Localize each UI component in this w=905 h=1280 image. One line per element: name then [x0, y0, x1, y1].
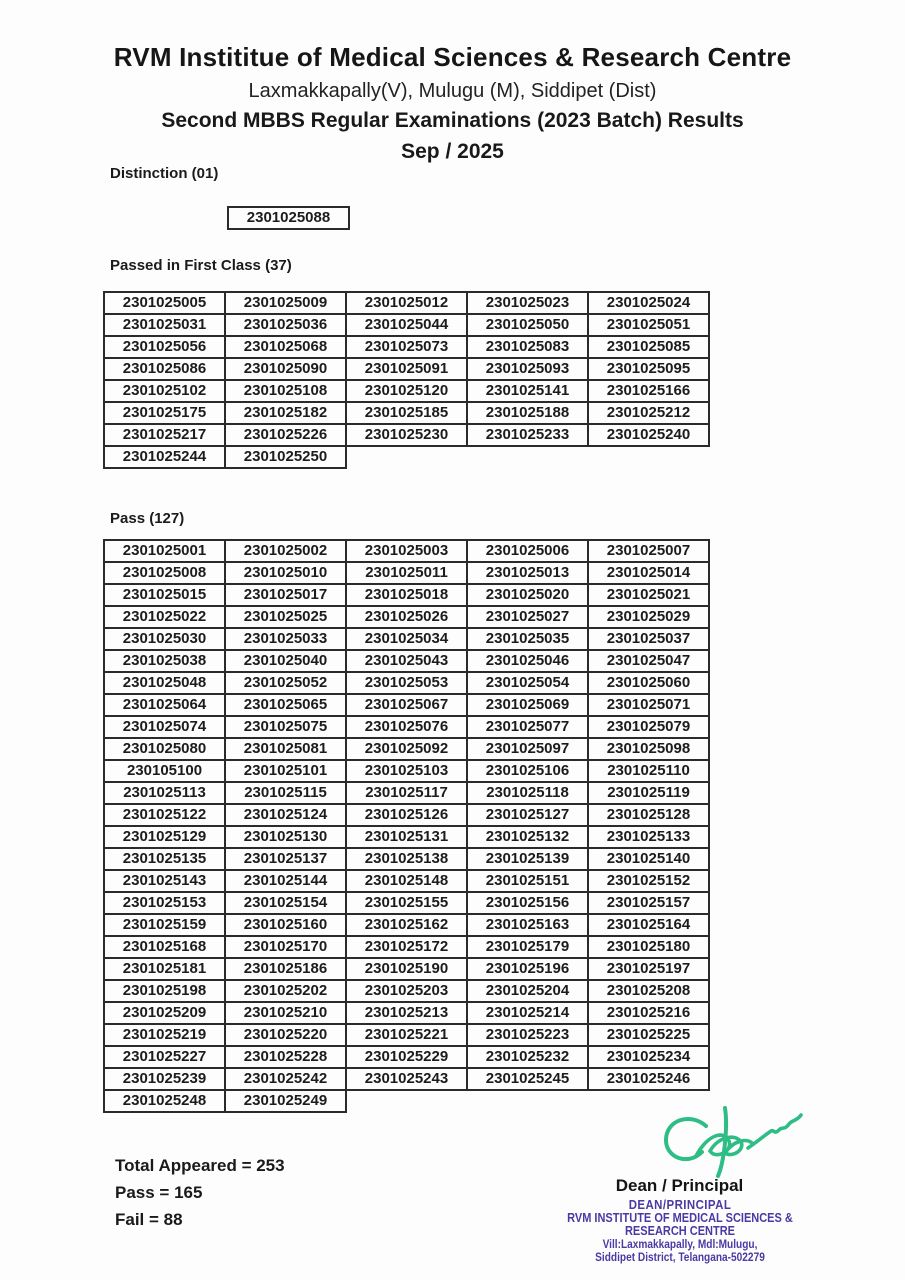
table-row [104, 446, 709, 468]
roll-number-cell: 2301025067 [346, 694, 467, 716]
roll-number-cell: 2301025083 [467, 336, 588, 358]
roll-number-cell: 2301025232 [467, 1046, 588, 1068]
roll-number-cell: 2301025077 [467, 716, 588, 738]
roll-number-cell: 2301025217 [104, 424, 225, 446]
roll-number-cell: 2301025011 [346, 562, 467, 584]
roll-number-cell: 2301025075 [225, 716, 346, 738]
roll-number-cell: 2301025065 [225, 694, 346, 716]
roll-number-cell: 2301025033 [225, 628, 346, 650]
roll-number-cell: 2301025185 [346, 402, 467, 424]
first-class-table [103, 291, 710, 469]
roll-number-cell: 2301025052 [225, 672, 346, 694]
roll-number-cell: 2301025219 [104, 1024, 225, 1046]
roll-number-cell: 2301025162 [346, 914, 467, 936]
roll-number-cell: 2301025095 [588, 358, 709, 380]
table-row [104, 336, 709, 358]
roll-number-cell: 2301025037 [588, 628, 709, 650]
table-row [104, 716, 709, 738]
roll-number-cell: 2301025228 [225, 1046, 346, 1068]
roll-number-cell: 2301025216 [588, 1002, 709, 1024]
roll-number-cell: 2301025182 [225, 402, 346, 424]
exam-title: Second MBBS Regular Examinations (2023 Batch) Results [161, 109, 744, 132]
roll-number-cell: 2301025002 [225, 540, 346, 562]
roll-number-cell: 2301025025 [225, 606, 346, 628]
roll-number-cell: 2301025141 [467, 380, 588, 402]
roll-number-cell: 2301025118 [467, 782, 588, 804]
roll-number-cell: 2301025005 [104, 292, 225, 314]
table-row [104, 694, 709, 716]
roll-number-cell: 2301025203 [346, 980, 467, 1002]
table-row [104, 358, 709, 380]
table-row [104, 292, 709, 314]
roll-number-cell: 2301025163 [467, 914, 588, 936]
roll-number-cell: 2301025038 [104, 650, 225, 672]
total-appeared-line: Total Appeared = 253 [115, 1156, 285, 1175]
roll-number-cell: 2301025091 [346, 358, 467, 380]
roll-number-cell: 2301025023 [467, 292, 588, 314]
roll-number-cell: 2301025233 [467, 424, 588, 446]
roll-number-cell: 2301025140 [588, 848, 709, 870]
roll-number-cell: 2301025197 [588, 958, 709, 980]
roll-number-cell: 2301025124 [225, 804, 346, 826]
roll-number-cell: 2301025060 [588, 672, 709, 694]
roll-number-cell: 2301025214 [467, 1002, 588, 1024]
roll-number-cell: 2301025003 [346, 540, 467, 562]
document-header [0, 42, 905, 164]
roll-number-cell: 2301025157 [588, 892, 709, 914]
dean-principal-label: Dean / Principal [615, 1176, 744, 1195]
roll-number-cell: 2301025090 [225, 358, 346, 380]
table-row [104, 738, 709, 760]
roll-number-cell: 2301025010 [225, 562, 346, 584]
roll-number-cell: 2301025092 [346, 738, 467, 760]
roll-number-cell: 2301025180 [588, 936, 709, 958]
roll-number-cell: 2301025172 [346, 936, 467, 958]
roll-number-cell: 2301025048 [104, 672, 225, 694]
table-row [104, 650, 709, 672]
table-row [228, 207, 349, 229]
roll-number-cell: 2301025249 [225, 1090, 346, 1112]
roll-number-cell: 2301025079 [588, 716, 709, 738]
roll-number-cell: 2301025117 [346, 782, 467, 804]
roll-number-cell: 2301025013 [467, 562, 588, 584]
table-row [104, 760, 709, 782]
roll-number-cell: 2301025198 [104, 980, 225, 1002]
roll-number-cell: 2301025069 [467, 694, 588, 716]
table-row [104, 380, 709, 402]
roll-number-cell: 2301025159 [104, 914, 225, 936]
roll-number-cell: 2301025245 [467, 1068, 588, 1090]
roll-number-cell: 2301025119 [588, 782, 709, 804]
institute-title: RVM Instititue of Medical Sciences & Research Centre [113, 42, 792, 72]
table-row [104, 1090, 709, 1112]
roll-number-cell: 2301025068 [225, 336, 346, 358]
table-row [104, 892, 709, 914]
roll-number-cell: 2301025156 [467, 892, 588, 914]
roll-number-cell: 2301025085 [588, 336, 709, 358]
roll-number-cell: 2301025020 [467, 584, 588, 606]
roll-number-cell: 2301025122 [104, 804, 225, 826]
roll-number-cell: 2301025175 [104, 402, 225, 424]
roll-number-cell: 2301025166 [588, 380, 709, 402]
roll-number-cell: 2301025012 [346, 292, 467, 314]
roll-number-cell: 2301025204 [467, 980, 588, 1002]
roll-number-cell: 2301025024 [588, 292, 709, 314]
first-class-section-label: Passed in First Class (37) [110, 257, 292, 274]
roll-number-cell: 2301025044 [346, 314, 467, 336]
roll-number-cell: 2301025213 [346, 1002, 467, 1024]
roll-number-cell: 2301025064 [104, 694, 225, 716]
roll-number-cell: 2301025139 [467, 848, 588, 870]
roll-number-cell: 2301025137 [225, 848, 346, 870]
roll-number-cell: 2301025015 [104, 584, 225, 606]
roll-number-cell: 2301025030 [104, 628, 225, 650]
roll-number-cell: 2301025009 [225, 292, 346, 314]
table-row [104, 958, 709, 980]
roll-number-cell: 2301025164 [588, 914, 709, 936]
roll-number-cell: 2301025225 [588, 1024, 709, 1046]
roll-number-cell: 2301025170 [225, 936, 346, 958]
roll-number-cell: 2301025230 [346, 424, 467, 446]
roll-number-cell: 2301025006 [467, 540, 588, 562]
distinction-section-label: Distinction (01) [110, 165, 219, 182]
roll-number-cell: 2301025229 [346, 1046, 467, 1068]
roll-number-cell: 2301025246 [588, 1068, 709, 1090]
roll-number-cell: 2301025021 [588, 584, 709, 606]
roll-number-cell: 2301025034 [346, 628, 467, 650]
roll-number-cell: 2301025244 [104, 446, 225, 468]
roll-number-cell: 2301025097 [467, 738, 588, 760]
stamp-line: Siddipet District, Telangana-502279 [595, 1252, 765, 1265]
roll-number-cell: 2301025148 [346, 870, 467, 892]
roll-number-cell: 2301025127 [467, 804, 588, 826]
roll-number-cell: 2301025130 [225, 826, 346, 848]
roll-number-cell: 2301025074 [104, 716, 225, 738]
roll-number-cell: 2301025093 [467, 358, 588, 380]
roll-number-cell: 2301025073 [346, 336, 467, 358]
roll-number-cell: 2301025081 [225, 738, 346, 760]
roll-number-cell: 2301025186 [225, 958, 346, 980]
roll-number-cell: 2301025098 [588, 738, 709, 760]
pass-table [103, 539, 710, 1113]
roll-number-cell: 2301025153 [104, 892, 225, 914]
roll-number-cell: 2301025227 [104, 1046, 225, 1068]
roll-number-cell: 2301025103 [346, 760, 467, 782]
roll-number-cell: 2301025101 [225, 760, 346, 782]
roll-number-cell: 2301025151 [467, 870, 588, 892]
roll-number-cell: 2301025144 [225, 870, 346, 892]
table-row [104, 1046, 709, 1068]
table-row [104, 584, 709, 606]
roll-number-cell: 2301025131 [346, 826, 467, 848]
table-row [104, 672, 709, 694]
roll-number-cell: 230105100 [104, 760, 225, 782]
roll-number-cell: 2301025239 [104, 1068, 225, 1090]
roll-number-cell: 2301025248 [104, 1090, 225, 1112]
roll-number-cell: 2301025250 [225, 446, 346, 468]
roll-number-cell: 2301025126 [346, 804, 467, 826]
table-row [104, 562, 709, 584]
roll-number-cell: 2301025242 [225, 1068, 346, 1090]
roll-number-cell: 2301025076 [346, 716, 467, 738]
table-row [104, 1068, 709, 1090]
roll-number-cell: 2301025212 [588, 402, 709, 424]
exam-session: Sep / 2025 [401, 140, 504, 163]
roll-number-cell: 2301025056 [104, 336, 225, 358]
roll-number-cell: 2301025202 [225, 980, 346, 1002]
table-row [104, 980, 709, 1002]
roll-number-cell: 2301025054 [467, 672, 588, 694]
roll-number-cell: 2301025188 [467, 402, 588, 424]
roll-number-cell: 2301025243 [346, 1068, 467, 1090]
roll-number-cell: 2301025040 [225, 650, 346, 672]
roll-number-cell: 2301025209 [104, 1002, 225, 1024]
stamp-line: Vill:Laxmakkapally, Mdl:Mulugu, [602, 1238, 758, 1251]
roll-number-cell: 2301025088 [228, 207, 349, 229]
roll-number-cell: 2301025029 [588, 606, 709, 628]
roll-number-cell: 2301025018 [346, 584, 467, 606]
roll-number-cell: 2301025014 [588, 562, 709, 584]
signature [628, 1090, 808, 1190]
summary-block [115, 1152, 285, 1233]
roll-number-cell: 2301025120 [346, 380, 467, 402]
roll-number-cell: 2301025240 [588, 424, 709, 446]
roll-number-cell: 2301025196 [467, 958, 588, 980]
institute-address: Laxmakkapally(V), Mulugu (M), Siddipet (Dist) [248, 80, 657, 102]
roll-number-cell: 2301025110 [588, 760, 709, 782]
roll-number-cell: 2301025208 [588, 980, 709, 1002]
roll-number-cell: 2301025046 [467, 650, 588, 672]
roll-number-cell: 2301025053 [346, 672, 467, 694]
table-row [104, 314, 709, 336]
roll-number-cell: 2301025036 [225, 314, 346, 336]
stamp-line: DEAN/PRINCIPAL [628, 1197, 732, 1212]
roll-number-cell: 2301025051 [588, 314, 709, 336]
roll-number-cell: 2301025143 [104, 870, 225, 892]
roll-number-cell: 2301025155 [346, 892, 467, 914]
table-row [104, 402, 709, 424]
roll-number-cell: 2301025154 [225, 892, 346, 914]
roll-number-cell: 2301025102 [104, 380, 225, 402]
roll-number-cell: 2301025226 [225, 424, 346, 446]
fail-count-line: Fail = 88 [115, 1210, 183, 1229]
table-row [104, 1024, 709, 1046]
roll-number-cell: 2301025113 [104, 782, 225, 804]
roll-number-cell: 2301025086 [104, 358, 225, 380]
roll-number-cell: 2301025108 [225, 380, 346, 402]
roll-number-cell: 2301025132 [467, 826, 588, 848]
roll-number-cell: 2301025138 [346, 848, 467, 870]
roll-number-cell: 2301025168 [104, 936, 225, 958]
table-row [104, 628, 709, 650]
table-row [104, 1002, 709, 1024]
pass-count-line: Pass = 165 [115, 1183, 203, 1202]
roll-number-cell: 2301025181 [104, 958, 225, 980]
roll-number-cell: 2301025221 [346, 1024, 467, 1046]
table-row [104, 848, 709, 870]
roll-number-cell: 2301025223 [467, 1024, 588, 1046]
roll-number-cell: 2301025152 [588, 870, 709, 892]
distinction-table [227, 206, 350, 230]
roll-number-cell: 2301025106 [467, 760, 588, 782]
roll-number-cell: 2301025179 [467, 936, 588, 958]
roll-number-cell: 2301025007 [588, 540, 709, 562]
table-row [104, 606, 709, 628]
roll-number-cell: 2301025027 [467, 606, 588, 628]
table-row [104, 936, 709, 958]
roll-number-cell: 2301025050 [467, 314, 588, 336]
roll-number-cell: 2301025234 [588, 1046, 709, 1068]
table-row [104, 870, 709, 892]
table-row [104, 914, 709, 936]
table-row [104, 804, 709, 826]
roll-number-cell: 2301025128 [588, 804, 709, 826]
roll-number-cell: 2301025031 [104, 314, 225, 336]
table-row [104, 424, 709, 446]
roll-number-cell: 2301025129 [104, 826, 225, 848]
roll-number-cell: 2301025115 [225, 782, 346, 804]
roll-number-cell: 2301025008 [104, 562, 225, 584]
roll-number-cell: 2301025017 [225, 584, 346, 606]
stamp-line: RVM INSTITUTE OF MEDICAL SCIENCES & [567, 1210, 793, 1225]
roll-number-cell: 2301025210 [225, 1002, 346, 1024]
principal-stamp [557, 1198, 803, 1266]
table-row [104, 826, 709, 848]
roll-number-cell: 2301025220 [225, 1024, 346, 1046]
table-row [104, 782, 709, 804]
roll-number-cell: 2301025043 [346, 650, 467, 672]
roll-number-cell: 2301025071 [588, 694, 709, 716]
pass-section-label: Pass (127) [110, 510, 185, 527]
roll-number-cell: 2301025135 [104, 848, 225, 870]
roll-number-cell: 2301025133 [588, 826, 709, 848]
roll-number-cell: 2301025022 [104, 606, 225, 628]
roll-number-cell: 2301025035 [467, 628, 588, 650]
roll-number-cell: 2301025001 [104, 540, 225, 562]
roll-number-cell: 2301025080 [104, 738, 225, 760]
roll-number-cell: 2301025047 [588, 650, 709, 672]
stamp-line: RESEARCH CENTRE [624, 1224, 735, 1239]
table-row [104, 540, 709, 562]
roll-number-cell: 2301025190 [346, 958, 467, 980]
roll-number-cell: 2301025160 [225, 914, 346, 936]
roll-number-cell: 2301025026 [346, 606, 467, 628]
